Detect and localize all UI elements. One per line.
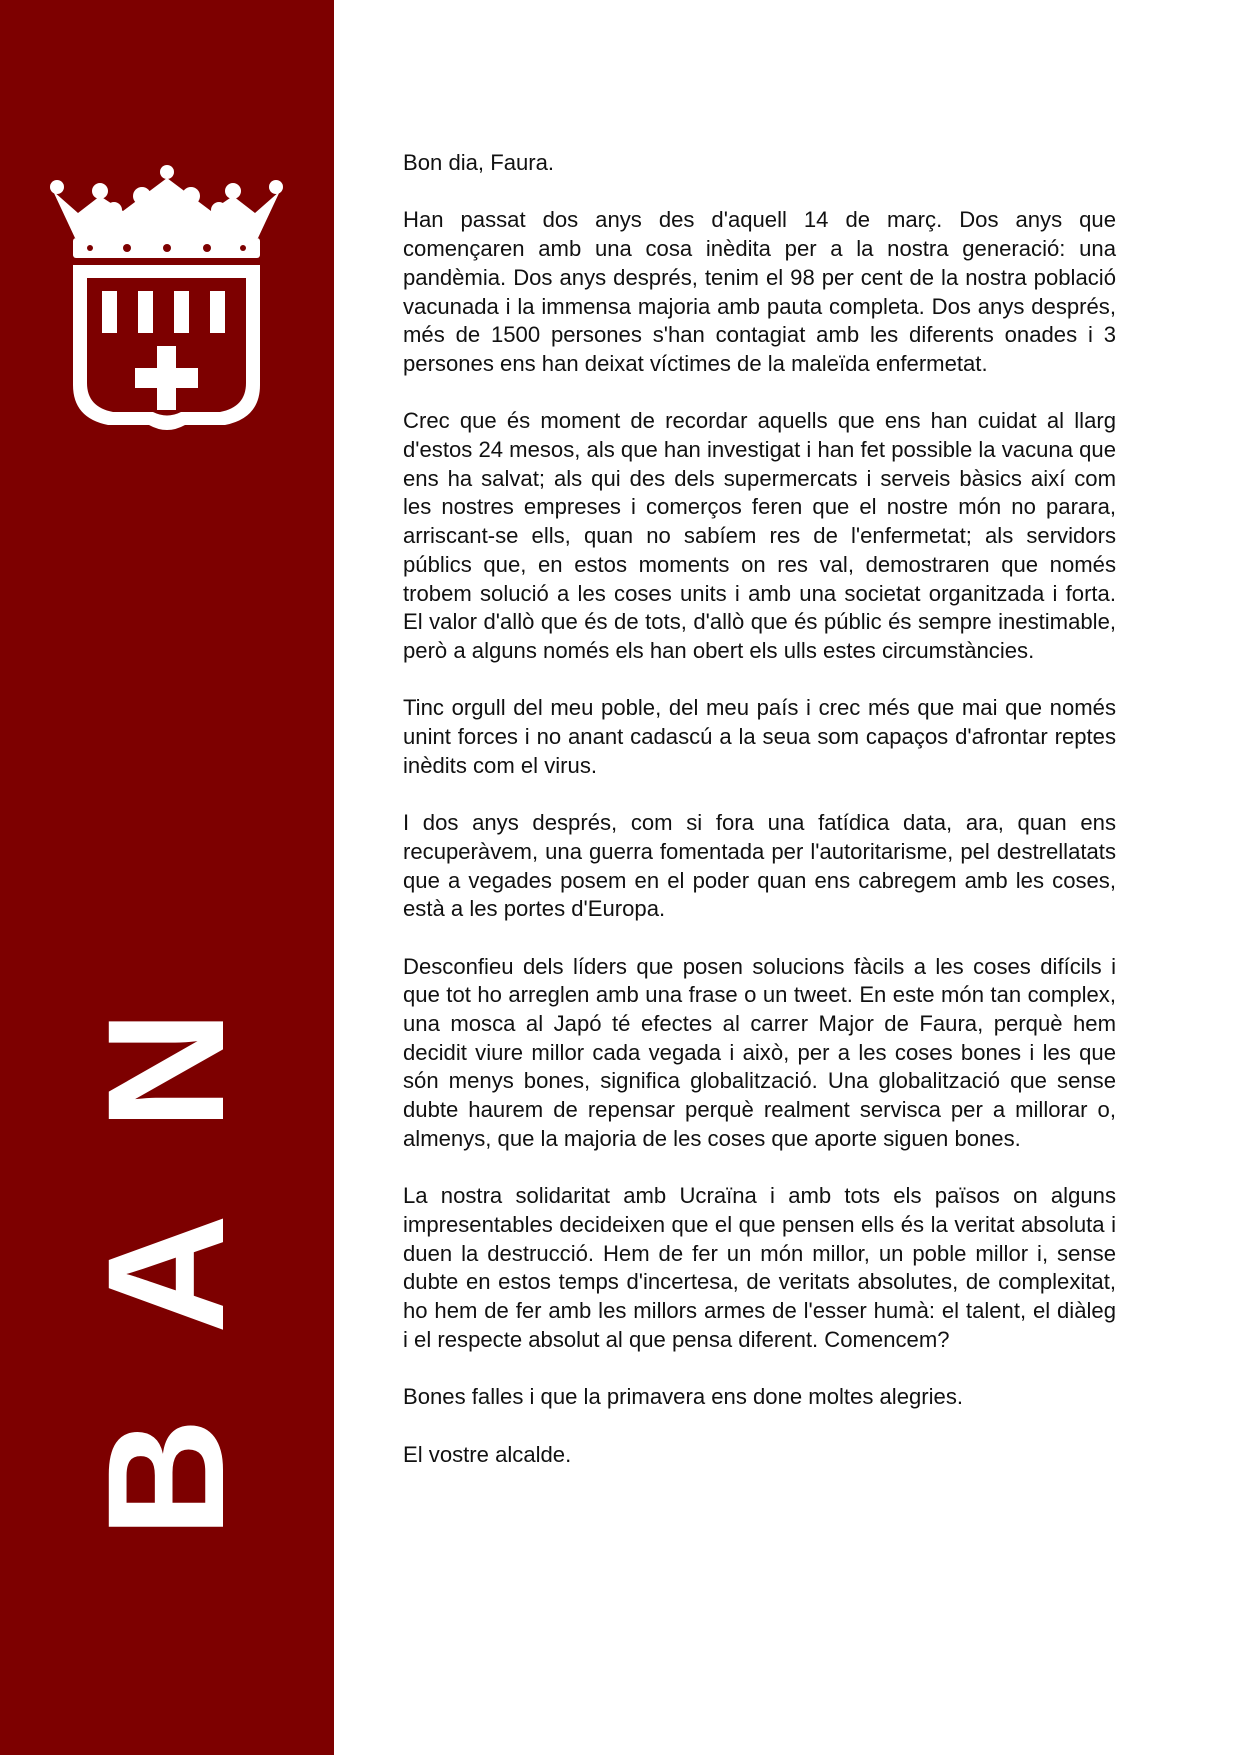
ban-title: BAN [74, 926, 259, 1538]
paragraph: Desconfieu dels líders que posen solucions fàcils a les coses difícils i que tot ho arreglen amb una frase o un tweet. En este món tan complex, una mosca al Japó té efectes al carrer Major de Faura, perquè hem decidit viure millor cada vegada i això, per a les coses bones i les que són menys bones, significa globalització. Una globalització que sense dubte haurem de repensar perquè realment servisca per a millorar o, almenys, que la majoria de les coses que aporte siguen bones. [403, 953, 1116, 1151]
signature: El vostre alcalde. [403, 1441, 572, 1467]
closing: Bones falles i que la primavera ens done moltes alegries. [403, 1384, 964, 1410]
paragraph: Crec que és moment de recordar aquells que ens han cuidat al llarg d'estos 24 mesos, als que han investigat i han fet possible la vacuna que ens ha salvat; als qui des dels supermercats i serveis bàsics així com les nostres empreses i comerços feren que el nostre món no parara, arriscant-se ells, quan no sabíem res de l'enfermetat; als servidors públics que, en estos moments on res val, demostraren que només trobem solució a les coses units i amb una societat organitzada i forta. El valor d'allò que és de tots, d'allò que és públic és sempre inestimable, però a alguns només els han obert els ulls estes circumstàncies. [403, 408, 1116, 663]
letter-body [403, 149, 1116, 1498]
paragraph: La nostra solidaritat amb Ucraïna i amb tots els països on alguns impresentables decideixen que el que pensen ells és la veritat absoluta i duen la destrucció. Hem de fer un món millor, un poble millor i, sense dubte en estos temps d'incertesa, de veritats absolutes, de complexitat, ho hem de fer amb les millors armes de l'esser humà: el talent, el diàleg i el respecte absolut al que pensa diferent. Comencem? [403, 1183, 1116, 1352]
sidebar [0, 0, 334, 1755]
paragraph: Tinc orgull del meu poble, del meu país i crec més que mai que només unint forces i no anant cadascú a la seua som capaços d'afrontar reptes inèdits com el virus. [403, 695, 1116, 778]
paragraph: I dos anys després, com si fora una fatídica data, ara, quan ens recuperàvem, una guerra fomentada per l'autoritarisme, pel destrellatats que a vegades posem en el poder quan ens cabregem amb les coses, està a les portes d'Europa. [403, 810, 1116, 922]
paragraph: Han passat dos anys des d'aquell 14 de març. Dos anys que començaren amb una cosa inèdita per a la nostra generació: una pandèmia. Dos anys després, tenim el 98 per cent de la nostra població vacunada i la immensa majoria amb pauta completa. Dos anys després, més de 1500 persones s'han contagiat amb les diferents onades i 3 persones ens han deixat víctimes de la maleïda enfermetat. [403, 207, 1116, 376]
coat-of-arms-icon [45, 163, 288, 441]
greeting: Bon dia, Faura. [403, 150, 555, 175]
